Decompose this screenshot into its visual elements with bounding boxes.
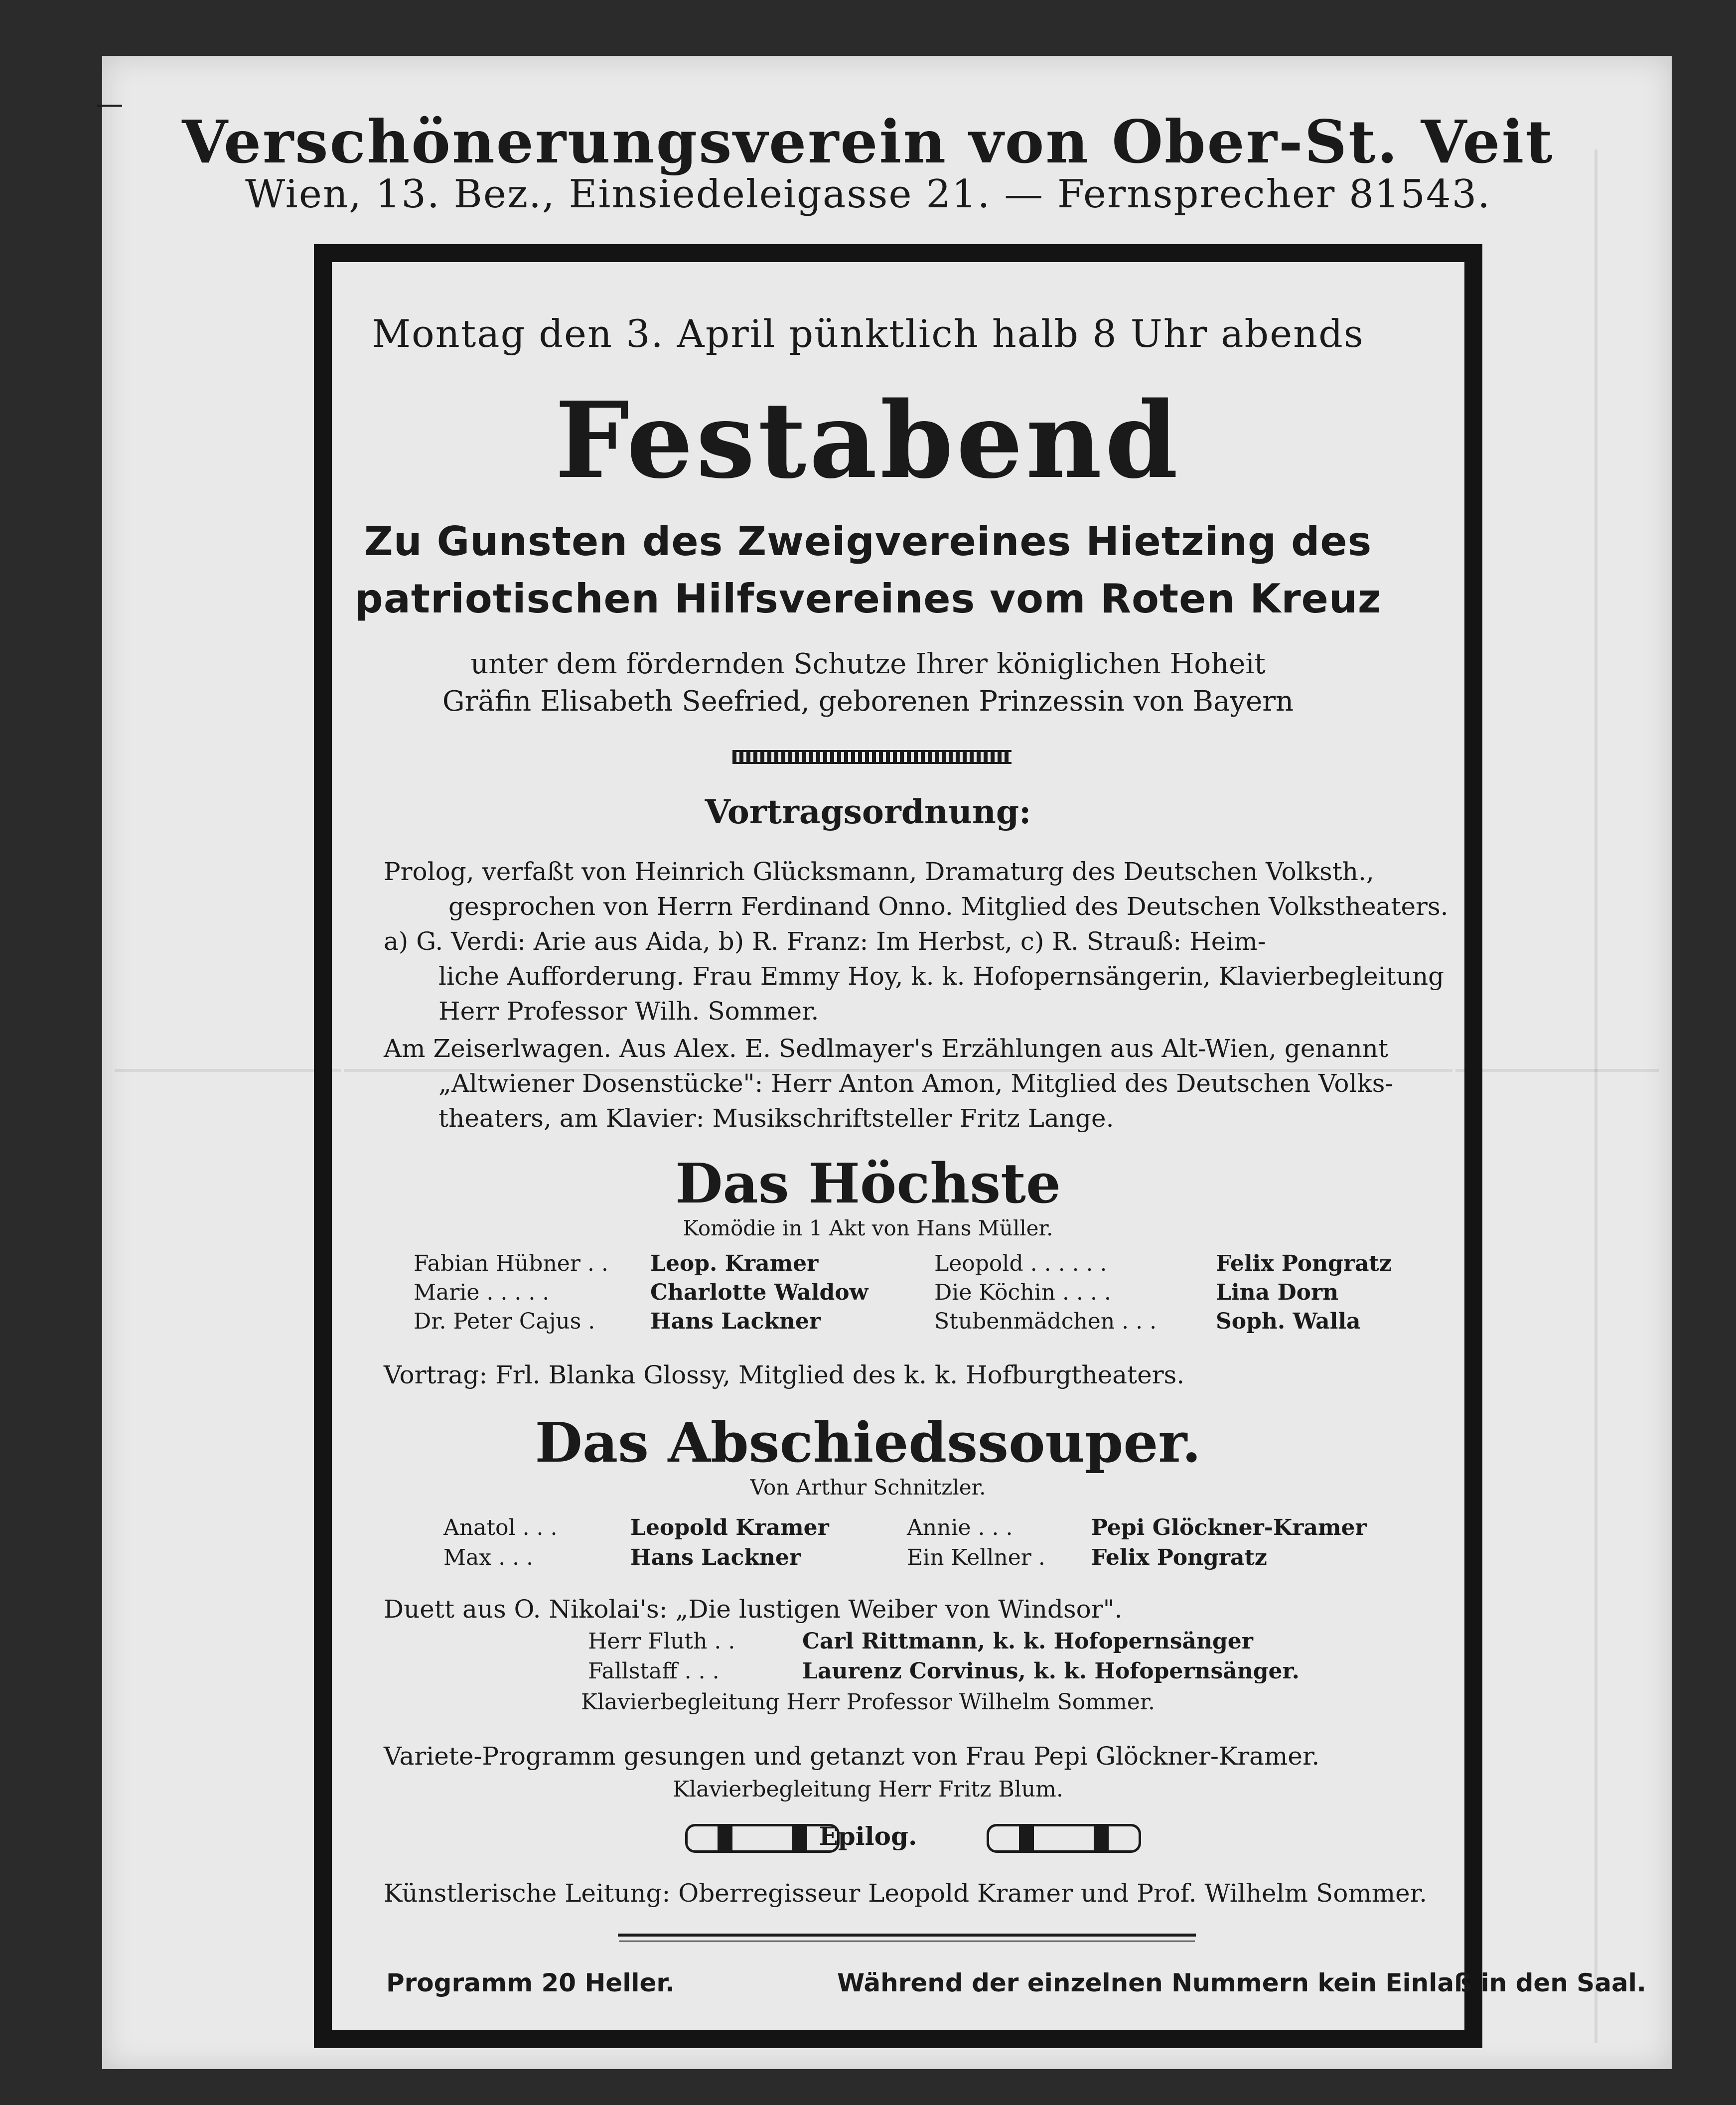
play-1-title: Das Höchste <box>675 1151 1061 1215</box>
cast-actor: Lina Dorn <box>1216 1280 1339 1305</box>
play-1-subtitle: Komödie in 1 Akt von Hans Müller. <box>683 1216 1053 1240</box>
cast-role: Ein Kellner . <box>907 1545 1045 1570</box>
epilog-ornament-right <box>987 1824 1141 1853</box>
zeiserlwagen-line-2: „Altwiener Dosenstücke": Herr Anton Amon, Mitglied des Deutschen Volks- <box>438 1069 1394 1098</box>
duet-performer: Carl Rittmann, k. k. Hofopernsänger <box>802 1629 1253 1654</box>
variete-line-2: Klavierbegleitung Herr Fritz Blum. <box>673 1777 1063 1802</box>
cast-role: Leopold . . . . . . <box>934 1251 1107 1276</box>
recital-line: Vortrag: Frl. Blanka Glossy, Mitglied des k. k. Hofburgtheaters. <box>384 1360 1185 1389</box>
program-heading: Vortragsordnung: <box>705 792 1031 831</box>
duet-title-line: Duett aus O. Nikolai's: „Die lustigen Weiber von Windsor". <box>384 1595 1123 1624</box>
cast-role: Anatol . . . <box>443 1515 558 1540</box>
cast-actor: Soph. Walla <box>1216 1309 1361 1334</box>
patron-line-1: unter dem fördernden Schutze Ihrer königlichen Hoheit <box>470 648 1266 680</box>
play-2-title: Das Abschiedssouper. <box>535 1410 1201 1475</box>
cast-actor: Leop. Kramer <box>650 1251 819 1276</box>
songs-line-2: liche Aufforderung. Frau Emmy Hoy, k. k. Hofopernsängerin, Klavierbegleitung <box>438 962 1445 991</box>
edge-mark <box>97 105 122 107</box>
cast-role: Dr. Peter Cajus . <box>414 1309 595 1334</box>
prolog-line-1: Prolog, verfaßt von Heinrich Glücksmann, Dramaturg des Deutschen Volksth., <box>384 857 1374 886</box>
organization-title: Verschönerungsverein von Ober-St. Veit <box>182 107 1554 176</box>
program-price: Programm 20 Heller. <box>386 1968 675 1997</box>
zeiserlwagen-line-1: Am Zeiserlwagen. Aus Alex. E. Sedlmayer's Erzählungen aus Alt-Wien, genannt <box>384 1034 1388 1063</box>
entry-notice: Während der einzelnen Nummern kein Einlaß in den Saal. <box>837 1968 1646 1997</box>
epilog-label: Epilog. <box>819 1821 917 1851</box>
patron-line-2: Gräfin Elisabeth Seefried, geborenen Prinzessin von Bayern <box>442 685 1294 718</box>
benefit-line-1: Zu Gunsten des Zweigvereines Hietzing des <box>364 518 1372 565</box>
event-title: Festabend <box>555 379 1181 502</box>
cast-role: Die Köchin . . . . <box>934 1280 1111 1305</box>
cast-actor: Felix Pongratz <box>1216 1251 1392 1276</box>
duet-performer: Laurenz Corvinus, k. k. Hofopernsänger. <box>802 1658 1300 1684</box>
benefit-line-2: patriotischen Hilfsvereines vom Roten Kreuz <box>354 576 1382 622</box>
cast-actor: Leopold Kramer <box>630 1515 829 1540</box>
cast-actor: Felix Pongratz <box>1091 1545 1267 1570</box>
cast-role: Stubenmädchen . . . <box>934 1309 1157 1334</box>
duet-accompaniment: Klavierbegleitung Herr Professor Wilhelm Sommer. <box>581 1689 1155 1715</box>
cast-role: Marie . . . . . <box>414 1280 550 1305</box>
duet-role: Fallstaff . . . <box>588 1658 720 1684</box>
ornamental-divider <box>732 750 1012 764</box>
cast-actor: Hans Lackner <box>650 1309 821 1334</box>
cast-role: Fabian Hübner . . <box>414 1251 608 1276</box>
prolog-line-2: gesprochen von Herrn Ferdinand Onno. Mitglied des Deutschen Volkstheaters. <box>448 892 1448 921</box>
cast-role: Max . . . <box>443 1545 534 1570</box>
cast-actor: Pepi Glöckner-Kramer <box>1091 1515 1367 1540</box>
event-date: Montag den 3. April pünktlich halb 8 Uhr abends <box>372 311 1364 356</box>
songs-line-1: a) G. Verdi: Arie aus Aida, b) R. Franz: Im Herbst, c) R. Strauß: Heim- <box>384 927 1266 956</box>
play-2-subtitle: Von Arthur Schnitzler. <box>750 1475 986 1500</box>
footer-rule <box>618 1934 1196 1937</box>
variete-line-1: Variete-Programm gesungen und getanzt von Frau Pepi Glöckner-Kramer. <box>384 1742 1320 1771</box>
artistic-direction: Künstlerische Leitung: Oberregisseur Leopold Kramer und Prof. Wilhelm Sommer. <box>384 1879 1428 1908</box>
duet-role: Herr Fluth . . <box>588 1629 735 1654</box>
cast-role: Annie . . . <box>907 1515 1013 1540</box>
zeiserlwagen-line-3: theaters, am Klavier: Musikschriftsteller Fritz Lange. <box>438 1104 1114 1133</box>
organization-address: Wien, 13. Bez., Einsiedeleigasse 21. — Fernsprecher 81543. <box>245 172 1491 217</box>
cast-actor: Hans Lackner <box>630 1545 801 1570</box>
cast-actor: Charlotte Waldow <box>650 1280 868 1305</box>
songs-line-3: Herr Professor Wilh. Sommer. <box>438 997 819 1026</box>
